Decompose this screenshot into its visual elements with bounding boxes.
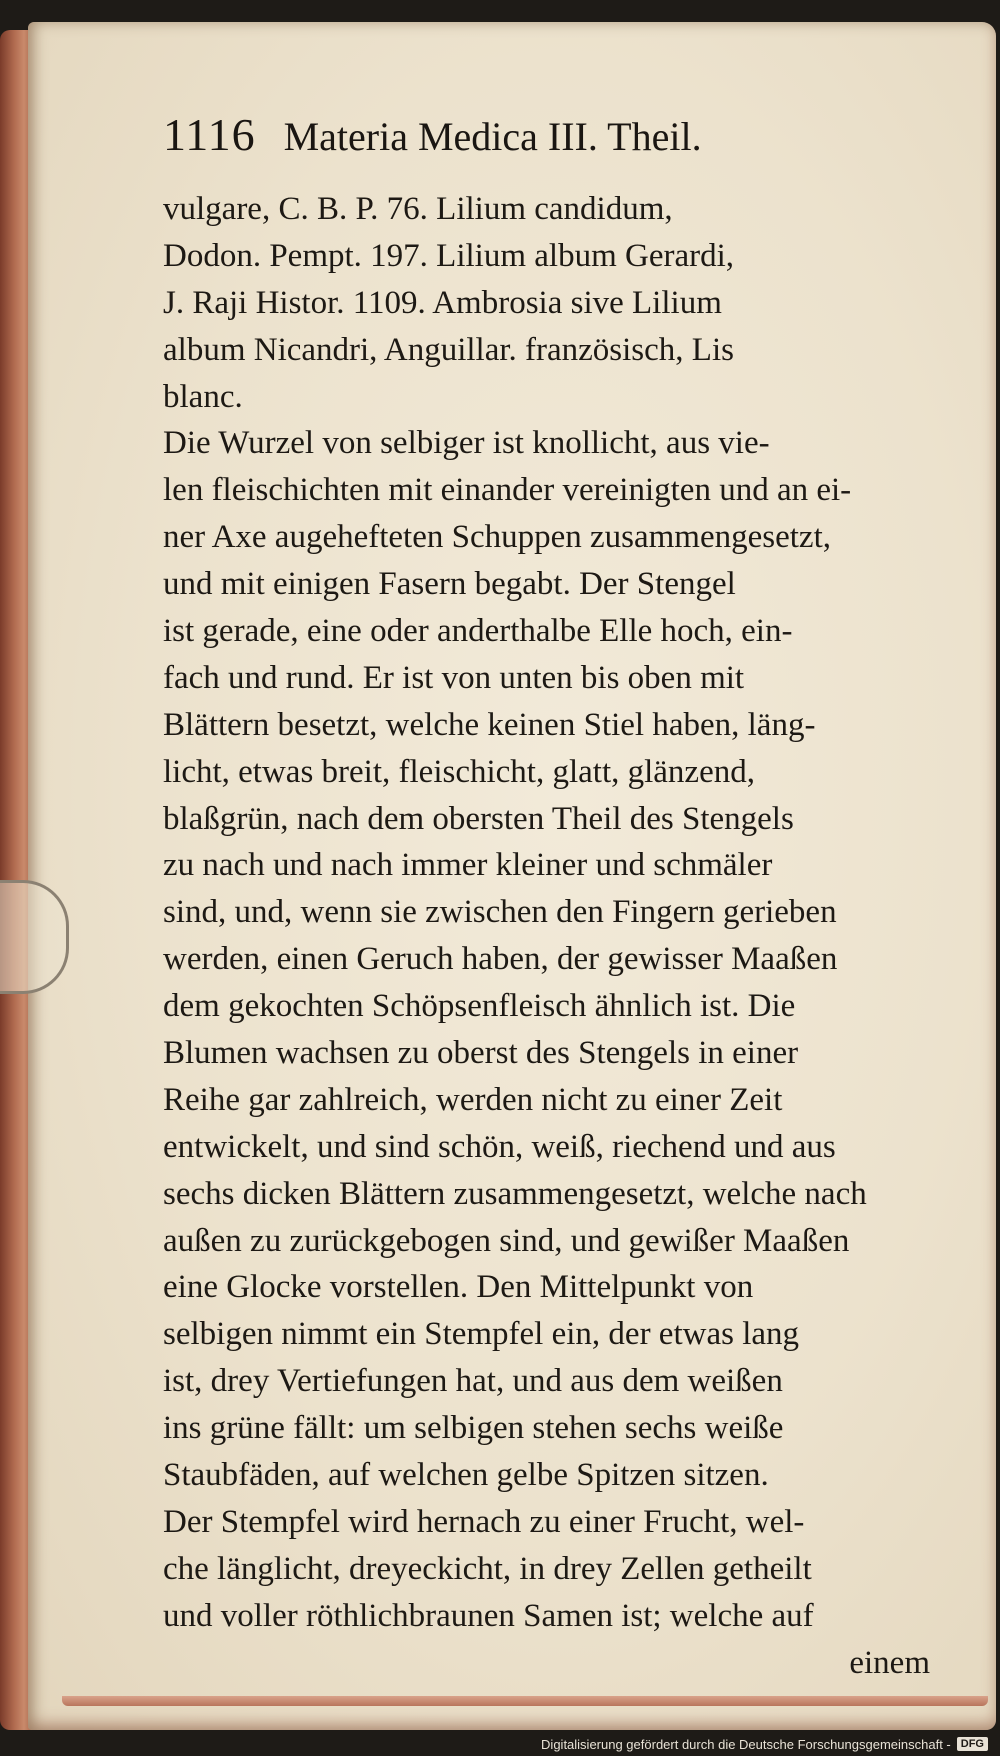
text-line: sechs dicken Blättern zusammengesetzt, welche nach: [163, 1175, 867, 1212]
text-line: und voller röthlichbraunen Samen ist; welche auf: [163, 1597, 814, 1634]
text-line: selbigen nimmt ein Stempfel ein, der etwas lang: [163, 1316, 800, 1353]
text-line: Die Wurzel von selbiger ist knollicht, aus vie-: [163, 425, 770, 462]
text-line: Blättern besetzt, welche keinen Stiel haben, läng-: [163, 706, 816, 743]
dfg-logo: DFG: [957, 1737, 988, 1751]
text-line: zu nach und nach immer kleiner und schmäler: [163, 847, 773, 884]
text-line: eine Glocke vorstellen. Den Mittelpunkt von: [163, 1269, 754, 1306]
page-header: [163, 108, 863, 168]
text-line: vulgare, C. B. P. 76. Lilium candidum,: [163, 191, 673, 227]
page-bottom-edge: [62, 1696, 988, 1706]
text-line: entwickelt, und sind schön, weiß, riechend und aus: [163, 1128, 836, 1165]
funding-credit: Digitalisierung gefördert durch die Deutsche Forschungsgemeinschaft -: [541, 1736, 951, 1752]
text-line: blanc.: [163, 378, 243, 415]
running-title: Materia Medica III. Theil.: [283, 114, 702, 159]
text-line: blaßgrün, nach dem obersten Theil des Stengels: [163, 800, 794, 837]
text-line: album Nicandri, Anguillar. französisch, Lis: [163, 331, 734, 368]
page-number: 1116: [163, 109, 256, 160]
text-line: werden, einen Geruch haben, der gewisser Maaßen: [163, 941, 838, 978]
text-line: len fleischichten mit einander vereinigten und an ei-: [163, 472, 852, 509]
text-line: licht, etwas breit, fleischicht, glatt, glänzend,: [163, 753, 755, 790]
text-line: und mit einigen Fasern begabt. Der Stengel: [163, 566, 736, 603]
text-line: sind, und, wenn sie zwischen den Fingern gerieben: [163, 894, 837, 931]
text-line: ner Axe augehefteten Schuppen zusammengesetzt,: [163, 519, 831, 556]
text-line: che länglicht, dreyeckicht, in drey Zellen getheilt: [163, 1550, 812, 1587]
digitization-footer: [541, 1734, 988, 1754]
text-line: Dodon. Pempt. 197. Lilium album Gerardi,: [163, 237, 735, 274]
text-line: J. Raji Histor. 1109. Ambrosia sive Lilium: [163, 284, 722, 321]
body-text: [163, 186, 930, 1687]
text-line: außen zu zurückgebogen sind, und gewißer Maaßen: [163, 1222, 850, 1259]
text-line: fach und rund. Er ist von unten bis oben mit: [163, 659, 745, 696]
text-line: ins grüne fällt: um selbigen stehen sechs weiße: [163, 1410, 784, 1447]
text-line: Reihe gar zahlreich, werden nicht zu einer Zeit: [163, 1081, 783, 1118]
text-line: Der Stempfel wird hernach zu einer Frucht, wel-: [163, 1503, 805, 1540]
text-line: ist, drey Vertiefungen hat, und aus dem weißen: [163, 1363, 783, 1400]
page-clip: [0, 880, 69, 994]
text-line: ist gerade, eine oder anderthalbe Elle hoch, ein-: [163, 613, 793, 650]
text-line: dem gekochten Schöpsenfleisch ähnlich ist. Die: [163, 988, 796, 1025]
text-line: Staubfäden, auf welchen gelbe Spitzen sitzen.: [163, 1457, 769, 1494]
text-line: Blumen wachsen zu oberst des Stengels in einer: [163, 1035, 799, 1072]
catchword: einem: [849, 1644, 930, 1681]
